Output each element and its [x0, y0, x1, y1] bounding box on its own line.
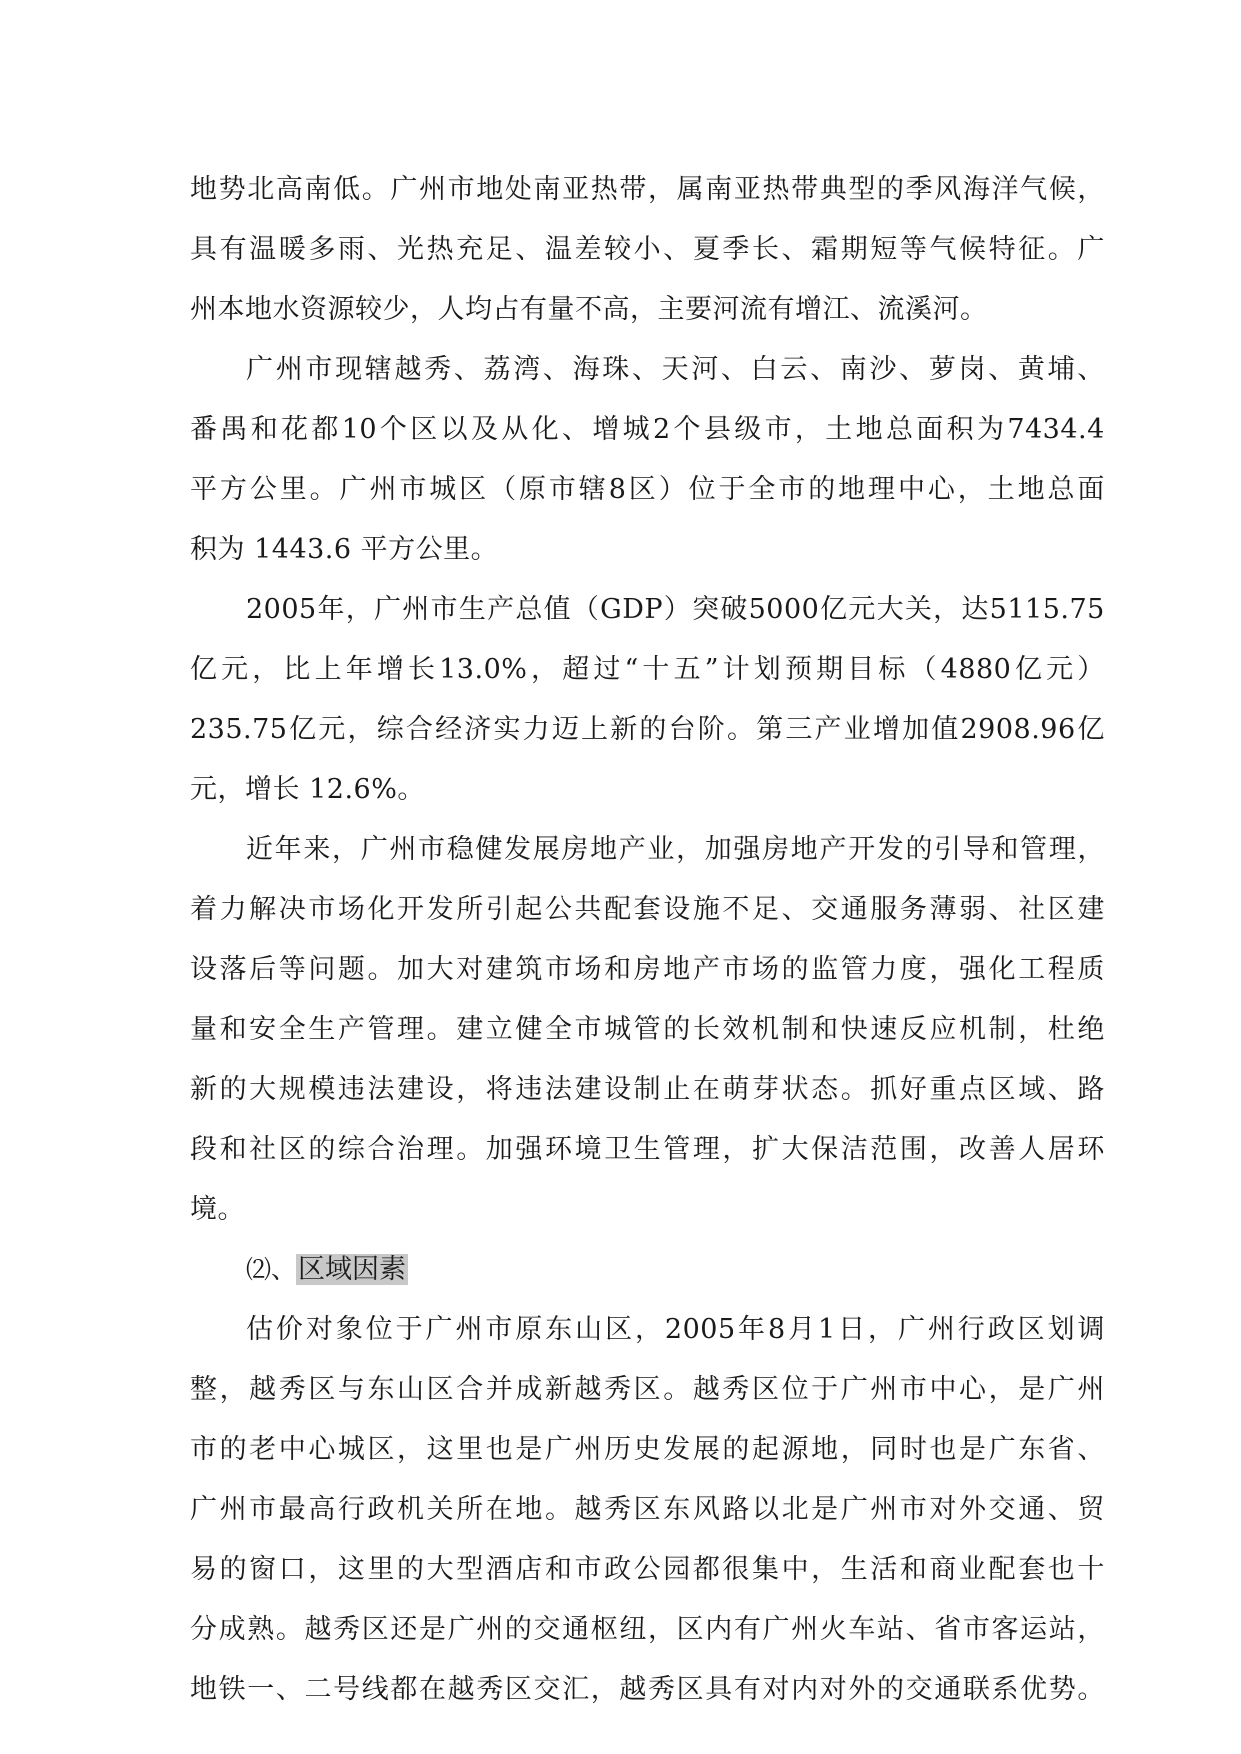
paragraph-regional-factors: [190, 1300, 1105, 1720]
text-line: 州本地水资源较少，人均占有量不高，主要河流有增江、流溪河。: [190, 294, 988, 325]
text-line: 着 力 解 决 市 场 化 开 发 所 引 起 公 共 配 套 设 施 不 足 、 交 通 服 务 薄 弱 、 社 区 建: [190, 894, 1105, 925]
text-line: 易 的 窗 口 ， 这 里 的 大 型 酒 店 和 市 政 公 园 都 很 集 中 ， 生 活 和 商 业 配 套 也 十: [190, 1554, 1105, 1585]
text-line: 整 ， 越 秀 区 与 东 山 区 合 并 成 新 越 秀 区 。 越 秀 区 位 于 广 州 市 中 心 ， 是 广 州: [190, 1374, 1105, 1405]
text-line: 地 势 北 高 南 低 。 广 州 市 地 处 南 亚 热 带 ， 属 南 亚 热 带 典 型 的 季 风 海 洋 气 候 ，: [190, 174, 1105, 205]
text-line: 新 的 大 规 模 违 法 建 设 ， 将 违 法 建 设 制 止 在 萌 芽 状 态 。 抓 好 重 点 区 域 、 路: [190, 1074, 1105, 1105]
section-heading-number: ⑵、: [246, 1255, 297, 1284]
text-line: 设 落 后 等 问 题 。 加 大 对 建 筑 市 场 和 房 地 产 市 场 的 监 管 力 度 ， 强 化 工 程 质: [190, 954, 1105, 985]
text-line: 235.75 亿 元 ， 综 合 经 济 实 力 迈 上 新 的 台 阶 。 第 三 产 业 增 加 值 2908.96 亿: [190, 714, 1105, 745]
text-line: 估 价 对 象 位 于 广 州 市 原 东 山 区 ， 2005 年 8 月 1 日 ， 广 州 行 政 区 划 调: [246, 1314, 1105, 1345]
text-line: 亿 元 ， 比 上 年 增 长 13.0% ， 超 过 “ 十 五 ” 计 划 预 期 目 标 （ 4880 亿 元 ）: [190, 654, 1105, 685]
paragraph-climate: [190, 160, 1105, 340]
text-line: 平 方 公 里 。 广 州 市 城 区 （ 原 市 辖 8 区 ） 位 于 全 市 的 地 理 中 心 ， 土 地 总 面: [190, 474, 1105, 505]
text-line: 近 年 来 ， 广 州 市 稳 健 发 展 房 地 产 业 ， 加 强 房 地 产 开 发 的 引 导 和 管 理 ，: [246, 834, 1105, 865]
text-line: 元，增长 12.6%。: [190, 774, 425, 805]
text-line: 广 州 市 最 高 行 政 机 关 所 在 地 。 越 秀 区 东 风 路 以 北 是 广 州 市 对 外 交 通 、 贸: [190, 1494, 1105, 1525]
section-heading-title: 区域因素: [298, 1254, 407, 1285]
paragraph-gdp: [190, 580, 1105, 820]
paragraph-districts: [190, 340, 1105, 580]
text-line: 境。: [190, 1194, 245, 1225]
document-body: [190, 160, 1105, 1720]
text-line: 分 成 熟 。 越 秀 区 还 是 广 州 的 交 通 枢 纽 ， 区 内 有 广 州 火 车 站 、 省 市 客 运 站 ，: [190, 1614, 1105, 1645]
text-line: 2005 年 ， 广 州 市 生 产 总 值 （ GDP ） 突 破 5000 亿 元 大 关 ， 达 5115.75: [246, 594, 1105, 625]
text-line: 地 铁 一 、 二 号 线 都 在 越 秀 区 交 汇 ， 越 秀 区 具 有 对 内 对 外 的 交 通 联 系 优 势 。: [190, 1674, 1105, 1705]
text-line: 具 有 温 暖 多 雨 、 光 热 充 足 、 温 差 较 小 、 夏 季 长 、 霜 期 短 等 气 候 特 征 。 广: [190, 234, 1105, 265]
text-line: 番 禺 和 花 都 10 个 区 以 及 从 化 、 增 城 2 个 县 级 市 ， 土 地 总 面 积 为 7434.4: [190, 414, 1105, 445]
text-line: 段 和 社 区 的 综 合 治 理 。 加 强 环 境 卫 生 管 理 ， 扩 大 保 洁 范 围 ， 改 善 人 居 环: [190, 1134, 1105, 1165]
text-line: 广 州 市 现 辖 越 秀 、 荔 湾 、 海 珠 、 天 河 、 白 云 、 南 沙 、 萝 岗 、 黄 埔 、: [246, 354, 1105, 385]
paragraph-real-estate: [190, 820, 1105, 1240]
section-heading: [190, 1240, 1105, 1300]
text-line: 积为 1443.6 平方公里。: [190, 534, 499, 565]
text-line: 量 和 安 全 生 产 管 理 。 建 立 健 全 市 城 管 的 长 效 机 制 和 快 速 反 应 机 制 ， 杜 绝: [190, 1014, 1105, 1045]
text-line: 市 的 老 中 心 城 区 ， 这 里 也 是 广 州 历 史 发 展 的 起 源 地 ， 同 时 也 是 广 东 省 、: [190, 1434, 1105, 1465]
